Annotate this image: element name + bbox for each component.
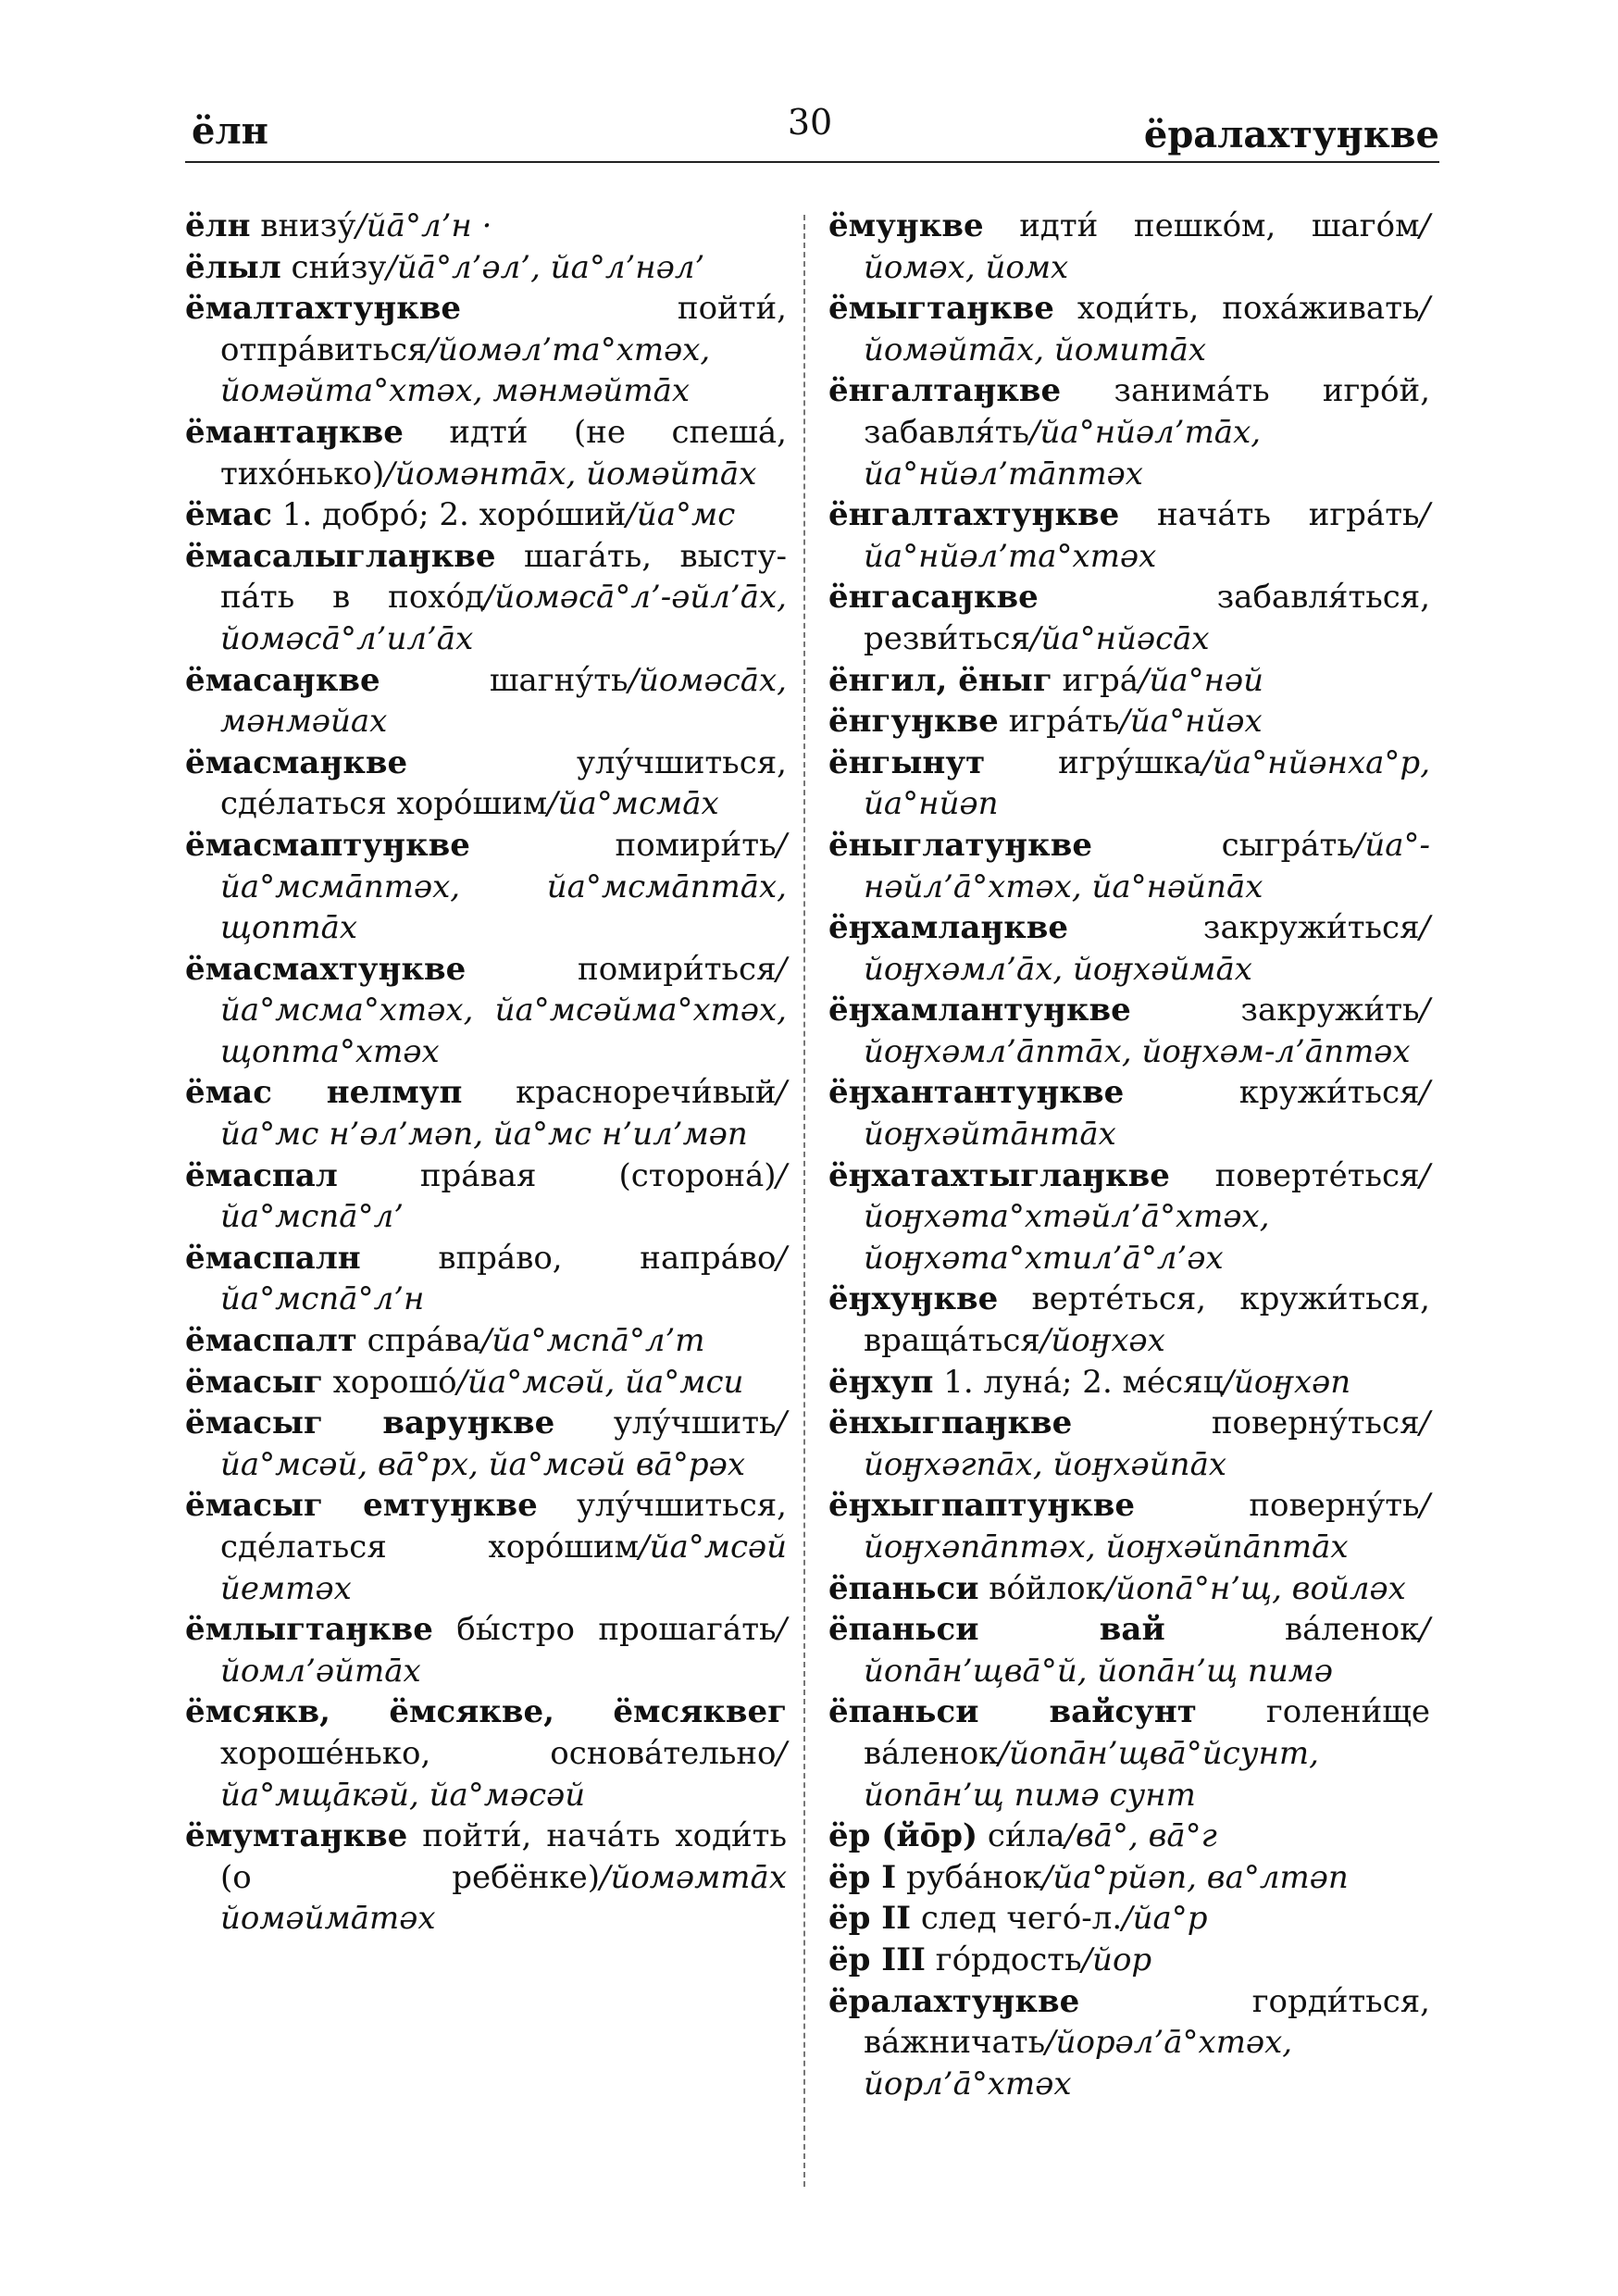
entry-translation: /йа°нйəсāх — [1030, 619, 1210, 657]
dictionary-entry — [185, 660, 787, 742]
header-right-headword: ёралахтуӈкве — [1143, 113, 1439, 156]
entry-headword: ёр II — [828, 1900, 912, 1938]
entry-definition: забавля́ться, резви́ться — [864, 579, 1430, 657]
entry-definition: впра́во, напра́во — [360, 1239, 777, 1277]
dictionary-entry — [185, 247, 787, 289]
dictionary-entry — [828, 1981, 1430, 2105]
entry-translation: /йа°мсəй, йа°мси — [456, 1363, 744, 1401]
entry-definition: игра́ть — [998, 703, 1120, 741]
entry-translation: /йа°р — [1122, 1900, 1208, 1938]
entry-translation: /йа°мсма°хтəх, йа°мсəйма°хтəх, щопта°хтəх — [220, 950, 787, 1070]
entry-translation: /йа°нйəл’та°хтəх — [864, 496, 1430, 575]
entry-headword: ёмумтаӈкве — [185, 1817, 408, 1855]
dictionary-entry — [185, 1691, 787, 1816]
entry-headword: ёмаспал — [185, 1156, 338, 1194]
entry-headword: ёнхыгпаӈкве — [828, 1404, 1073, 1442]
dictionary-entry — [828, 825, 1430, 907]
entry-definition: поверну́ться — [1072, 1404, 1420, 1442]
entry-headword: ёмасаӈкве — [185, 661, 380, 699]
dictionary-entry — [828, 701, 1430, 742]
dictionary-entry — [828, 1940, 1430, 1981]
entry-headword: ёмас — [185, 496, 272, 534]
entry-headword: ёмасыг варуӈкве — [185, 1404, 555, 1442]
entry-headword: ёпаньси вай — [828, 1611, 1165, 1649]
entry-translation: /йоӈхəйтāнтāх — [864, 1074, 1430, 1154]
entry-definition: во́йлок — [978, 1569, 1105, 1607]
dictionary-entry — [828, 1072, 1430, 1154]
entry-translation: /йомəмтāх йомəймāтəх — [220, 1858, 787, 1938]
entry-headword: ёмаспалт — [185, 1322, 357, 1360]
entry-headword: ёмасмаптуӈкве — [185, 826, 470, 864]
entry-headword: ёмантаӈкве — [185, 413, 404, 451]
dictionary-entry — [185, 536, 787, 660]
entry-definition: го́рдость — [925, 1940, 1082, 1978]
dictionary-entry — [185, 494, 787, 536]
entry-translation: /йоӈхəгпāх, йоӈхəйпāх — [864, 1404, 1430, 1483]
entry-headword: ёӈхамлаӈкве — [828, 909, 1069, 947]
entry-headword: ёмалтахтуӈкве — [185, 290, 462, 328]
entry-definition: сни́зу — [280, 248, 387, 286]
dictionary-entry — [185, 288, 787, 412]
entry-translation: /йа̄°л’н · — [355, 207, 492, 244]
entry-translation: /йоӈхəп — [1223, 1363, 1351, 1401]
entry-definition: хорошо́ — [322, 1363, 457, 1401]
entry-translation: /йопāн’щва̄°й, йопāн’щ пимə — [864, 1611, 1430, 1690]
dictionary-entry — [828, 1362, 1430, 1404]
entry-definition: ва́ленок — [1164, 1611, 1420, 1649]
entry-headword: ёӈхатахтыглаӈкве — [828, 1156, 1170, 1194]
entry-headword: ёмасыг емтуӈкве — [185, 1487, 538, 1525]
entry-headword: ёнгынут — [828, 743, 986, 781]
entry-translation: /йа°нйəл’тāх, йа°нйəл’тāптəх — [864, 413, 1262, 493]
entry-definition: улу́чшиться, сде́латься хоро́шим — [220, 1487, 787, 1566]
dictionary-entry — [185, 949, 787, 1073]
entry-definition: игру́шка — [985, 743, 1202, 781]
dictionary-entry — [828, 206, 1430, 288]
entry-translation: /йа°мс н’əл’мəп, йа°мс н’ил’мəп — [220, 1074, 787, 1154]
right-column — [828, 206, 1430, 2104]
entry-definition: хороше́нько, основа́тельно — [220, 1734, 777, 1772]
entry-definition: красноречи́вый — [462, 1074, 777, 1112]
entry-definition: верте́ться, кружи́ться, враща́ться — [864, 1280, 1430, 1360]
entry-definition: ходи́ть, поха́живать — [1053, 290, 1420, 328]
dictionary-entry — [185, 825, 787, 949]
entry-headword: ёнгил, ёныг — [828, 661, 1052, 699]
entry-translation: /йоӈхəмл’āх, йоӈхəймāх — [864, 909, 1430, 988]
left-column — [185, 206, 787, 1940]
entry-headword: ёмаспалн — [185, 1239, 361, 1277]
entry-headword: ёнгалтаӈкве — [828, 372, 1062, 410]
entry-definition: шагну́ть — [380, 661, 629, 699]
dictionary-entry — [185, 412, 787, 494]
page-header — [180, 102, 1439, 165]
entry-definition: нача́ть игра́ть — [1119, 496, 1420, 534]
entry-translation: /йа°мспа̄°л’н — [220, 1239, 787, 1318]
dictionary-entry — [828, 1816, 1430, 1857]
entry-translation: /йа°нйəх — [1119, 703, 1263, 741]
entry-headword: ёлн — [185, 207, 251, 244]
entry-headword: ёмсякв, ёмсякве, ёмсяквег — [185, 1693, 787, 1731]
entry-translation: /йоӈхəх — [1039, 1322, 1165, 1360]
dictionary-entry — [828, 1155, 1430, 1279]
entry-definition: внизу́ — [250, 207, 356, 244]
dictionary-entry — [828, 1691, 1430, 1816]
column-divider — [803, 215, 805, 2187]
entry-headword: ёӈхамлантуӈкве — [828, 992, 1131, 1029]
entry-definition: пойти́, нача́ть ходи́ть (о ребёнке) — [220, 1817, 787, 1896]
entry-definition: сыгра́ть — [1091, 826, 1354, 864]
dictionary-entry — [185, 1238, 787, 1320]
entry-headword: ёмас нелмуп — [185, 1074, 463, 1112]
dictionary-entry — [828, 1609, 1430, 1691]
entry-definition: 1. добро́; 2. хоро́ший — [271, 496, 627, 534]
entry-translation: /йа°рйəп, ва°лтəп — [1041, 1858, 1349, 1896]
dictionary-entry — [828, 660, 1430, 702]
entry-definition: улу́чшиться, сде́латься хоро́шим — [220, 743, 787, 823]
entry-definition: шага́ть, выступа́ть в похо́д — [220, 537, 787, 617]
entry-translation: /йомəнтāх, йомəйтāх — [384, 455, 757, 493]
entry-translation: /йопāн’щва̄°йсунт, йопāн’щ пимə сунт — [864, 1734, 1319, 1814]
entry-headword: ёмасмахтуӈкве — [185, 950, 467, 988]
entry-definition: си́ла — [977, 1817, 1065, 1855]
dictionary-entry — [185, 1072, 787, 1154]
dictionary-entry — [185, 1403, 787, 1485]
entry-definition: помири́ть — [469, 826, 777, 864]
entry-translation: /йомəл’та°хтəх, йомəйта°хтəх, мəнмəйтāх — [220, 331, 711, 410]
entry-definition: поверну́ть — [1135, 1487, 1420, 1525]
entry-definition: руба́нок — [896, 1858, 1042, 1896]
dictionary-entry — [828, 1403, 1430, 1485]
dictionary-entry — [828, 1279, 1430, 1361]
entry-headword: ёнгалтахтуӈкве — [828, 496, 1120, 534]
dictionary-entry — [185, 206, 787, 247]
entry-translation: /йорəл’а̄°хтəх, йорл’а̄°хтəх — [864, 2024, 1293, 2103]
entry-headword: ёӈхуп — [828, 1363, 934, 1401]
entry-translation: /йа°мсəй, вā°рх, йа°мсəй вā°рəх — [220, 1404, 787, 1483]
entry-headword: ёнгасаӈкве — [828, 579, 1039, 617]
entry-translation: /йоӈхəпāптəх, йоӈхəйпāптāх — [864, 1487, 1430, 1566]
dictionary-entry — [828, 1898, 1430, 1940]
entry-headword: ёӈхыгпаптуӈкве — [828, 1487, 1136, 1525]
header-rule — [185, 161, 1439, 163]
entry-translation: /вā°, вā°г — [1064, 1817, 1217, 1855]
dictionary-entry — [828, 370, 1430, 494]
entry-translation: /йа°нəй — [1138, 661, 1264, 699]
entry-definition: поверте́ться — [1169, 1156, 1420, 1194]
entry-definition: улу́чшить — [554, 1404, 777, 1442]
dictionary-entry — [828, 1568, 1430, 1610]
entry-definition: след чего́-л. — [911, 1900, 1123, 1938]
entry-definition: кружи́ться — [1124, 1074, 1420, 1112]
entry-definition: идти́ пешко́м, шаго́м — [983, 207, 1420, 244]
dictionary-entry — [828, 742, 1430, 825]
dictionary-entry — [828, 1485, 1430, 1567]
entry-headword: ёралахтуӈкве — [828, 1982, 1080, 2020]
entry-headword: ёпаньси — [828, 1569, 979, 1607]
entry-headword: ёмасмаӈкве — [185, 743, 408, 781]
dictionary-entry — [185, 1320, 787, 1362]
entry-translation: /йа̄°л’əл’, йа°л’нəл’ — [386, 248, 705, 286]
dictionary-entry — [828, 494, 1430, 577]
entry-translation: /йа°мсмāптəх, йа°мсмāптāх, щоптāх — [220, 826, 787, 947]
dictionary-entry — [185, 1609, 787, 1691]
entry-definition: помири́ться — [466, 950, 777, 988]
entry-translation: /йа°мсəй йемтəх — [220, 1529, 787, 1607]
entry-definition: идти́ (не спеша́, тихо́нько) — [220, 413, 787, 493]
entry-definition: горди́ться, ва́жничать — [864, 1982, 1430, 2062]
entry-headword: ёмыгтаӈкве — [828, 290, 1054, 328]
entry-headword: ёмасалыглаӈкве — [185, 537, 496, 575]
entry-definition: бы́стро прошага́ть — [432, 1611, 777, 1649]
entry-definition: 1. луна́; 2. ме́сяц — [933, 1363, 1224, 1401]
dictionary-entry — [185, 1816, 787, 1940]
entry-headword: ёпаньси вайсунт — [828, 1693, 1197, 1731]
entry-definition: занима́ть игро́й, забавля́ть — [864, 372, 1430, 451]
entry-translation: /йомəйтāх, йомитāх — [864, 290, 1430, 368]
entry-definition: голени́ще ва́ленок — [864, 1693, 1430, 1772]
dictionary-entry — [185, 742, 787, 825]
dictionary-entry — [828, 1857, 1430, 1899]
entry-headword: ёр III — [828, 1940, 926, 1978]
entry-translation: /йомəса̄°л’-əйл’āх, йомəса̄°л’ил’āх — [220, 579, 787, 657]
entry-translation: /йа°мс — [626, 496, 736, 534]
entry-translation: /йа°мспа̄°л’ — [220, 1156, 787, 1236]
entry-translation: /йа°мспа̄°л’т — [480, 1322, 705, 1360]
entry-headword: ёныглатуӈкве — [828, 826, 1092, 864]
page-number: 30 — [787, 102, 833, 143]
entry-translation: /йомл’əйтāх — [220, 1611, 787, 1690]
entry-translation: /йоӈхəта°хтəйл’а̄°хтəх, йоӈхəта°хтил’а̄°л’əх — [864, 1156, 1430, 1277]
entry-definition: игра́ — [1052, 661, 1139, 699]
entry-definition: пойти́, отпра́виться — [220, 290, 787, 368]
entry-headword: ёнгуӈкве — [828, 703, 999, 741]
dictionary-entry — [828, 288, 1430, 370]
entry-headword: ёӈхантантуӈкве — [828, 1074, 1125, 1112]
dictionary-entry — [185, 1155, 787, 1238]
entry-translation: /йомəх, йомх — [864, 207, 1430, 286]
header-left-headword: ёлн — [192, 109, 268, 153]
entry-headword: ёмасыг — [185, 1363, 323, 1401]
entry-headword: ёр (йōр) — [828, 1817, 978, 1855]
entry-translation: /йоӈхəмл’āптāх, йоӈхəм-л’āптəх — [864, 992, 1430, 1070]
entry-translation: /йопа̄°н’щ, войлəх — [1104, 1569, 1406, 1607]
entry-definition: закружи́ться — [1068, 909, 1420, 947]
entry-headword: ёӈхуӈкве — [828, 1280, 999, 1318]
entry-translation: /йор — [1081, 1940, 1152, 1978]
dictionary-entry — [828, 990, 1430, 1072]
dictionary-entry — [828, 577, 1430, 659]
entry-definition: закружи́ть — [1130, 992, 1420, 1029]
dictionary-entry — [185, 1362, 787, 1404]
entry-translation: /йа°нйəнха°р, йа°нйəп — [864, 743, 1430, 823]
entry-headword: ёлыл — [185, 248, 281, 286]
entry-definition: пра́вая (сторона́) — [337, 1156, 777, 1194]
dictionary-entry — [185, 1485, 787, 1609]
entry-headword: ёр I — [828, 1858, 897, 1896]
entry-headword: ёмуӈкве — [828, 207, 984, 244]
entry-translation: /йа°мсмāх — [547, 785, 719, 823]
entry-translation: /йа°-нəйл’а̄°хтəх, йа°нəйпāх — [864, 826, 1430, 905]
dictionary-entry — [828, 907, 1430, 990]
entry-headword: ёмлыгтаӈкве — [185, 1611, 433, 1649]
entry-translation: /йомəсāх, мəнмəйах — [220, 661, 787, 741]
entry-translation: /йа°мщāкəй, йа°мəсəй — [220, 1734, 787, 1814]
entry-definition: спра́ва — [356, 1322, 481, 1360]
